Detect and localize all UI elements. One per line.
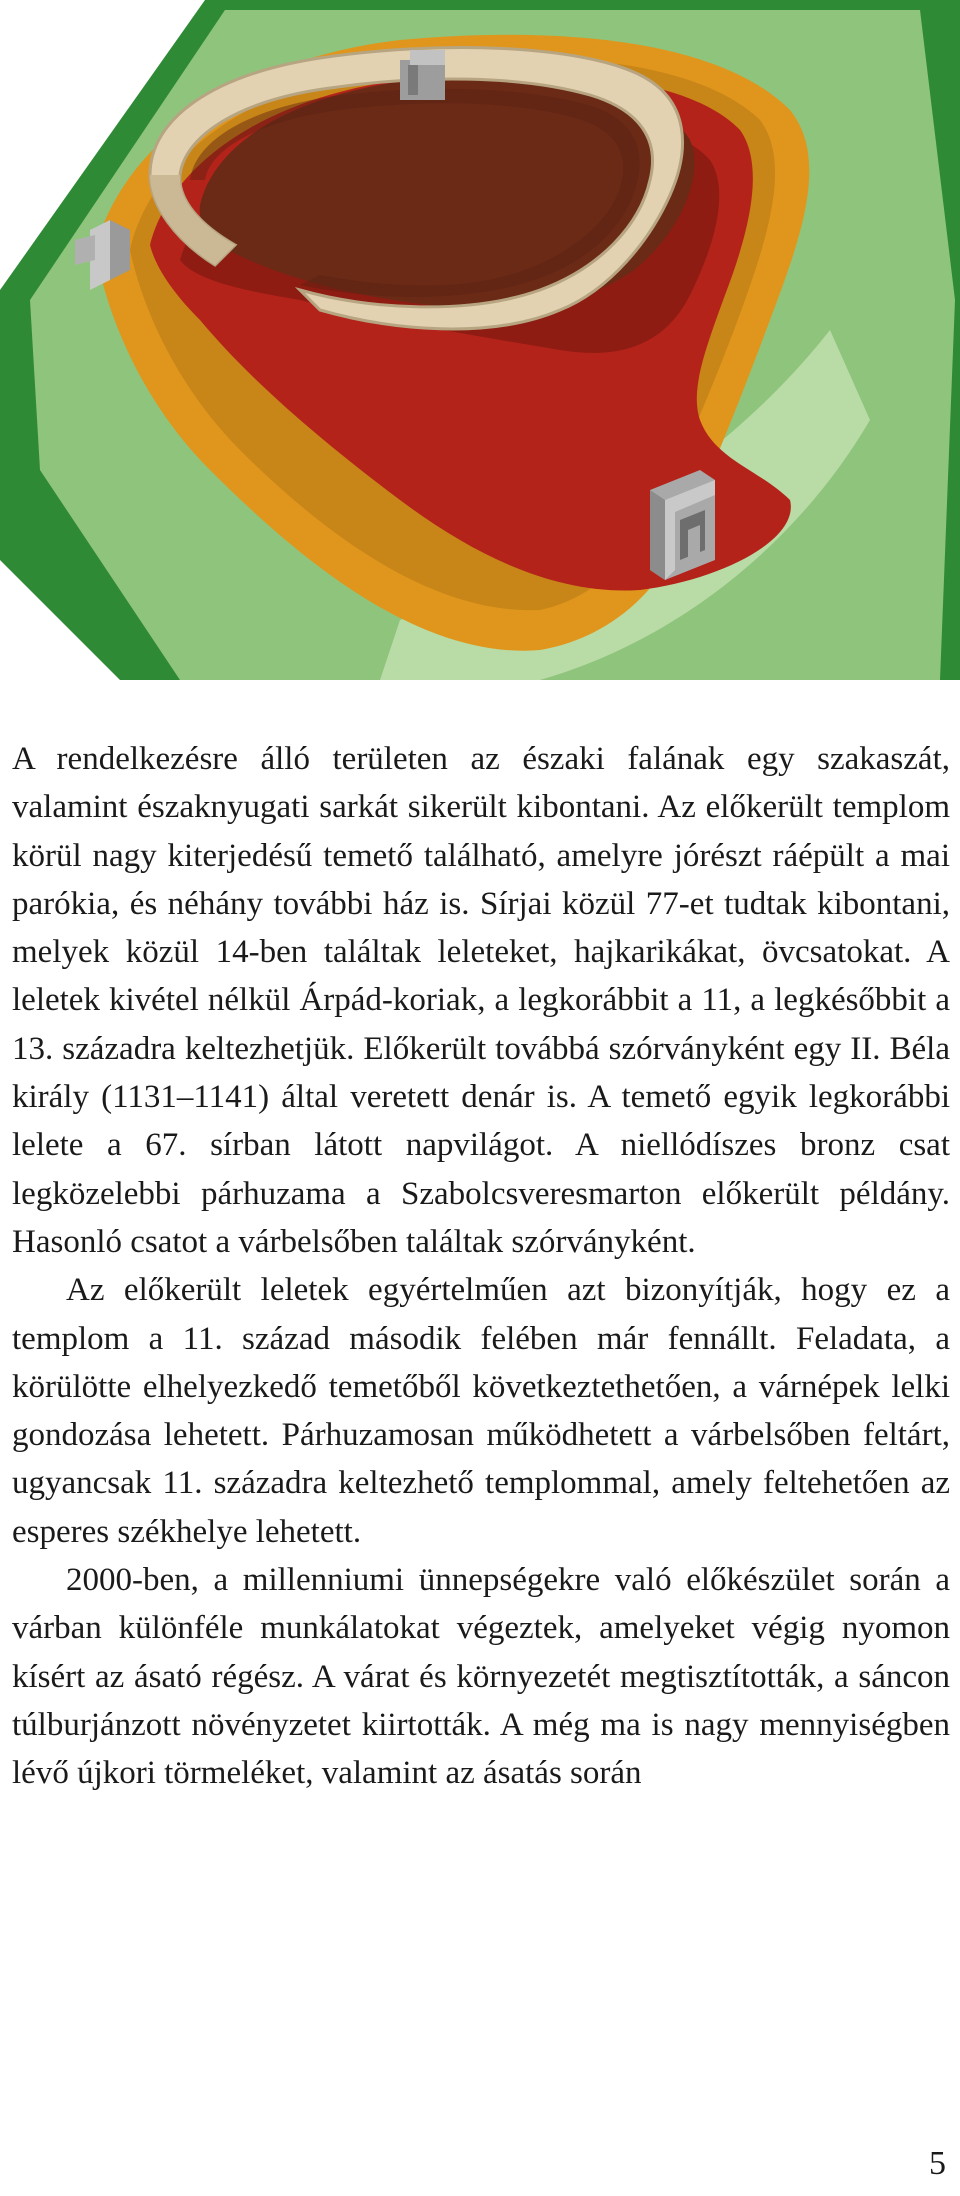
body-text (12, 735, 950, 1798)
page-number: 5 (929, 2145, 946, 2182)
paragraph-3: 2000-ben, a millenniumi ünnepségekre való előkészület során a várban különféle munkálatokat végeztek, amelyeket végig nyomon kísért az ásató régész. A várat és környezetét megtisztították, a sáncon túlburjánzott növényzetet kiirtották. A még ma is nagy mennyiségben lévő újkori törmeléket, valamint az ásatás során (12, 1562, 950, 1792)
castle-terrain-model-image (0, 0, 960, 680)
church-building (650, 470, 715, 580)
castle-terrain-figure (0, 0, 960, 680)
paragraph-1: A rendelkezésre álló területen az északi falának egy szakaszát, valamint északnyugati sarkát sikerült kibontani. Az előkerült templom körül nagy kiterjedésű temető található, amelyre jórészt ráépült a mai parókia, és néhány további ház is. Sírjai közül 77-et tudtak kibontani, melyek közül 14-ben találtak leleteket, hajkarikákat, övcsatokat. A leletek kivétel nélkül Árpád-koriak, a legkorábbit a 11, a legkésőbbit a 13. századra keltezhetjük. Előkerült továbbá szórványként egy II. Béla király (1131–1141) által veretett denár is. A temető egyik legkorábbi lelete a 67. sírban látott napvilágot. A niellódíszes bronz csat legközelebbi párhuzama a Szabolcsveresmarton előkerült példány. Hasonló csatot a várbelsőben találtak szórványként. (12, 741, 950, 1260)
paragraph-2: Az előkerült leletek egyértelműen azt bizonyítják, hogy ez a templom a 11. század második felében már fennállt. Feladata, a körülötte elhelyezkedő temetőből következtethetően, a várnépek lelki gondozása lehetett. Párhuzamosan működhetett a várbelsőben feltárt, ugyancsak 11. századra keltezhető templommal, amely feltehetően az esperes székhelye lehetett. (12, 1272, 950, 1550)
